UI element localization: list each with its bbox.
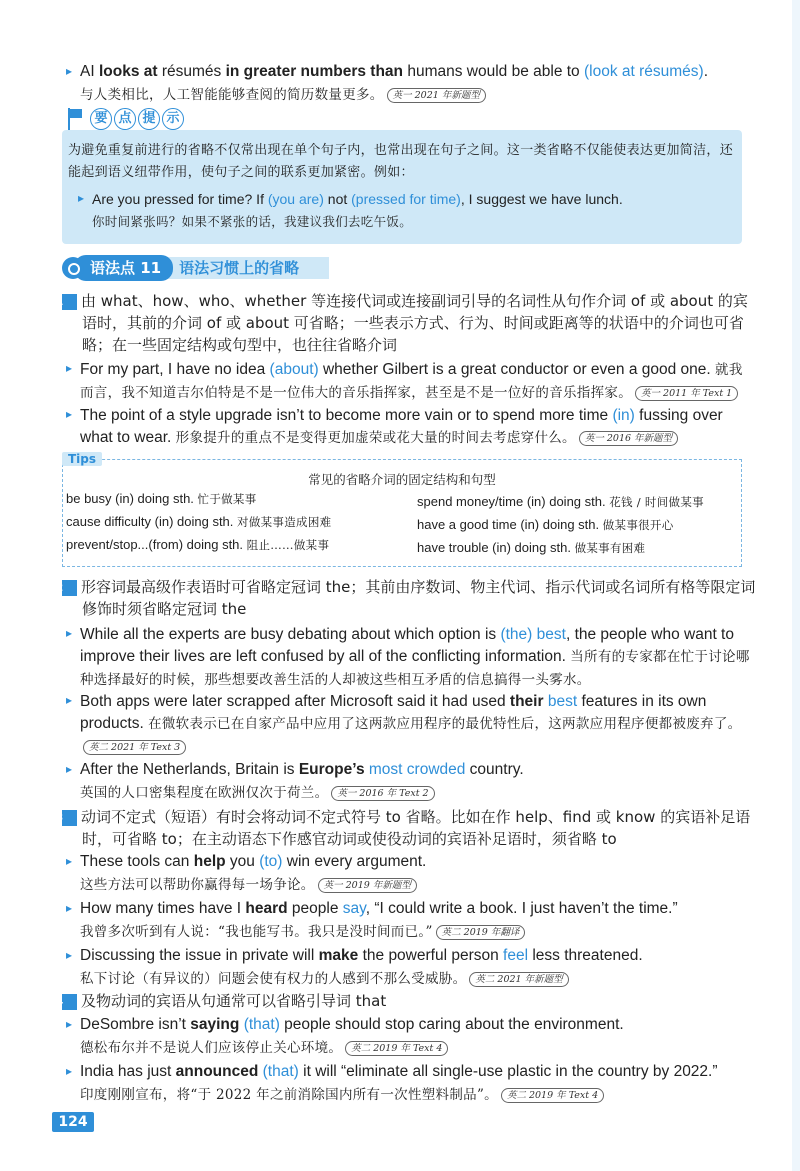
source-tag: 英二 2021 年新题型 (469, 972, 568, 987)
source-tag: 英一 2011 年 Text 1 (635, 386, 738, 401)
section-number: 语法点 11 (74, 255, 173, 281)
top-example-en: AI looks at résumés in greater numbers than humans would be able to (look at résumés). (80, 63, 709, 80)
rule4-example-1: ▸ DeSombre isn’t saying (that) people should stop caring about the environment. 德松布尔并不是说人们应该停止关心环境。 英二 2019 年 Text 4 (66, 1013, 756, 1059)
rule-4 (55, 990, 762, 1012)
hint-title-char: 示 (162, 108, 184, 130)
rule-text: 及物动词的宾语从句通常可以省略引导词 that (81, 992, 387, 1010)
hint-title-char: 点 (114, 108, 136, 130)
tips-cell: have trouble (in) doing sth. 做某事有困难 (417, 540, 646, 555)
rule-text: 形容词最高级作表语时可省略定冠词 the；其前由序数词、物主代词、指示代词或名词所有格等限定词修饰时须省略定冠词 the (81, 578, 756, 618)
rule3-example-1: ▸ These tools can help you (to) win every argument. 这些方法可以帮助你赢得每一场争论。 英一 2019 年新题型 (66, 850, 756, 896)
rule-text: 由 what、how、who、whether 等连接代词或连接副词引导的名词性从句作介词 of 或 about 的宾语时，其前的介词 of 或 about 可省略；一些表示方式、行为、时间或距离等的状语中的介词也可省略；在一些固定结构或句型中，也往往省略介词 (81, 292, 748, 354)
rule3-example-2: ▸ How many times have I heard people say, “I could write a book. I just haven’t the time.” 我曾多次听到有人说：“我也能写书。我只是没时间而已。” 英二 2019 年翻译 (66, 897, 756, 943)
tips-title: 常见的省略介词的固定结构和句型 (308, 472, 496, 487)
rule2-example-1: ▸ While all the experts are busy debating about which option is (the) best, the people who want to improve their lives are left confused by all of the conflicting information. 当所有的专家都在忙于讨论哪种选择最好的时候，那些想要改善生活的人却被这些相互矛盾的信息搞得一头雾水。 (66, 623, 756, 691)
source-tag: 英一 2019 年新题型 (318, 878, 417, 893)
page-edge-strip (792, 0, 800, 1171)
rule2-example-2: ▸ Both apps were later scrapped after Microsoft said it had used their best features in its own products. 在微软表示已在自家产品中应用了这两款应用程序的最优特性后，这两款应用程序便都被废弃了。英二 2021 年 Text 3 (66, 690, 756, 756)
hint-example: ▸ Are you pressed for time? If (you are) not (pressed for time), I suggest we have lunch. 你时间紧张吗？如果不紧张的话，我建议我们去吃午饭。 (78, 188, 752, 232)
rule-number: 3 (62, 810, 77, 826)
source-tag: 英一 2021 年新题型 (387, 88, 486, 103)
source-tag: 英一 2016 年新题型 (579, 431, 678, 446)
source-tag: 英二 2021 年 Text 3 (83, 740, 186, 755)
rule-number: 4 (62, 994, 77, 1010)
tips-label: Tips (62, 452, 102, 466)
source-tag: 英二 2019 年翻译 (436, 925, 526, 940)
source-tag: 英二 2019 年 Text 4 (501, 1088, 604, 1103)
rule1-example-2: ▸ The point of a style upgrade isn’t to become more vain or to spend more time (in) fussing over what to wear. 形象提升的重点不是变得更加虚荣或花大量的时间去考虑穿什么。 英一 2016 年新题型 (66, 404, 756, 449)
rule-number: 1 (62, 294, 77, 310)
rule2-example-3: ▸ After the Netherlands, Britain is Europe’s most crowded country. 英国的人口密集程度在欧洲仅次于荷兰。 英一 2016 年 Text 2 (66, 758, 756, 804)
tips-cell: be busy (in) doing sth. 忙于做某事 (66, 491, 257, 506)
rule-1 (55, 290, 762, 356)
hint-body: 为避免重复前进行的省略不仅常出现在单个句子内，也常出现在句子之间。这一类省略不仅能使表达更加简洁，还能起到语义纽带作用，使句子之间的联系更加紧密。例如： (68, 143, 734, 180)
rule4-example-2: ▸ India has just announced (that) it will “eliminate all single-use plastic in the country by 2022.” 印度刚刚宣布，将“于 2022 年之前消除国内所有一次性塑料制品”。 英二 2019 年 Text 4 (66, 1060, 756, 1106)
rule-2 (55, 576, 762, 620)
top-example-cn: 与人类相比，人工智能能够查阅的简历数量更多。 (80, 87, 384, 103)
tips-cell: prevent/stop...(from) doing sth. 阻止……做某事 (66, 537, 330, 552)
rule-3 (55, 806, 762, 850)
hint-header (68, 108, 184, 130)
section-title: 语法习惯上的省略 (163, 257, 329, 279)
hint-title-char: 提 (138, 108, 160, 130)
rule3-example-3: ▸ Discussing the issue in private will make the powerful person feel less threatened. 私下讨论（有异议的）问题会使有权力的人感到不那么受威胁。 英二 2021 年新题型 (66, 944, 756, 990)
page-number: 124 (52, 1112, 94, 1132)
search-icon (62, 257, 84, 279)
rule-number: 2 (62, 580, 77, 596)
rule1-example-1: ▸ For my part, I have no idea (about) whether Gilbert is a great conductor or even a good one. 就我而言，我不知道吉尔伯特是不是一位伟大的音乐指挥家，甚至是不是一位好的音乐指挥家。 英一 2011 年 Text 1 (66, 358, 756, 404)
rule-text: 动词不定式（短语）有时会将动词不定式符号 to 省略。比如在作 help、find 或 know 的宾语补足语时，可省略 to；在主动语态下作感官动词或使役动词的宾语补足语时，须省略 to (81, 808, 751, 848)
tips-cell: cause difficulty (in) doing sth. 对做某事造成困难 (66, 514, 332, 529)
tips-cell: spend money/time (in) doing sth. 花钱 / 时间做某事 (417, 494, 704, 509)
section-header (62, 255, 329, 281)
source-tag: 英一 2016 年 Text 2 (331, 786, 434, 801)
source-tag: 英二 2019 年 Text 4 (345, 1041, 448, 1056)
hint-title-char: 要 (90, 108, 112, 130)
top-example (66, 60, 756, 106)
tips-cell: have a good time (in) doing sth. 做某事很开心 (417, 517, 674, 532)
flag-icon (68, 108, 82, 130)
